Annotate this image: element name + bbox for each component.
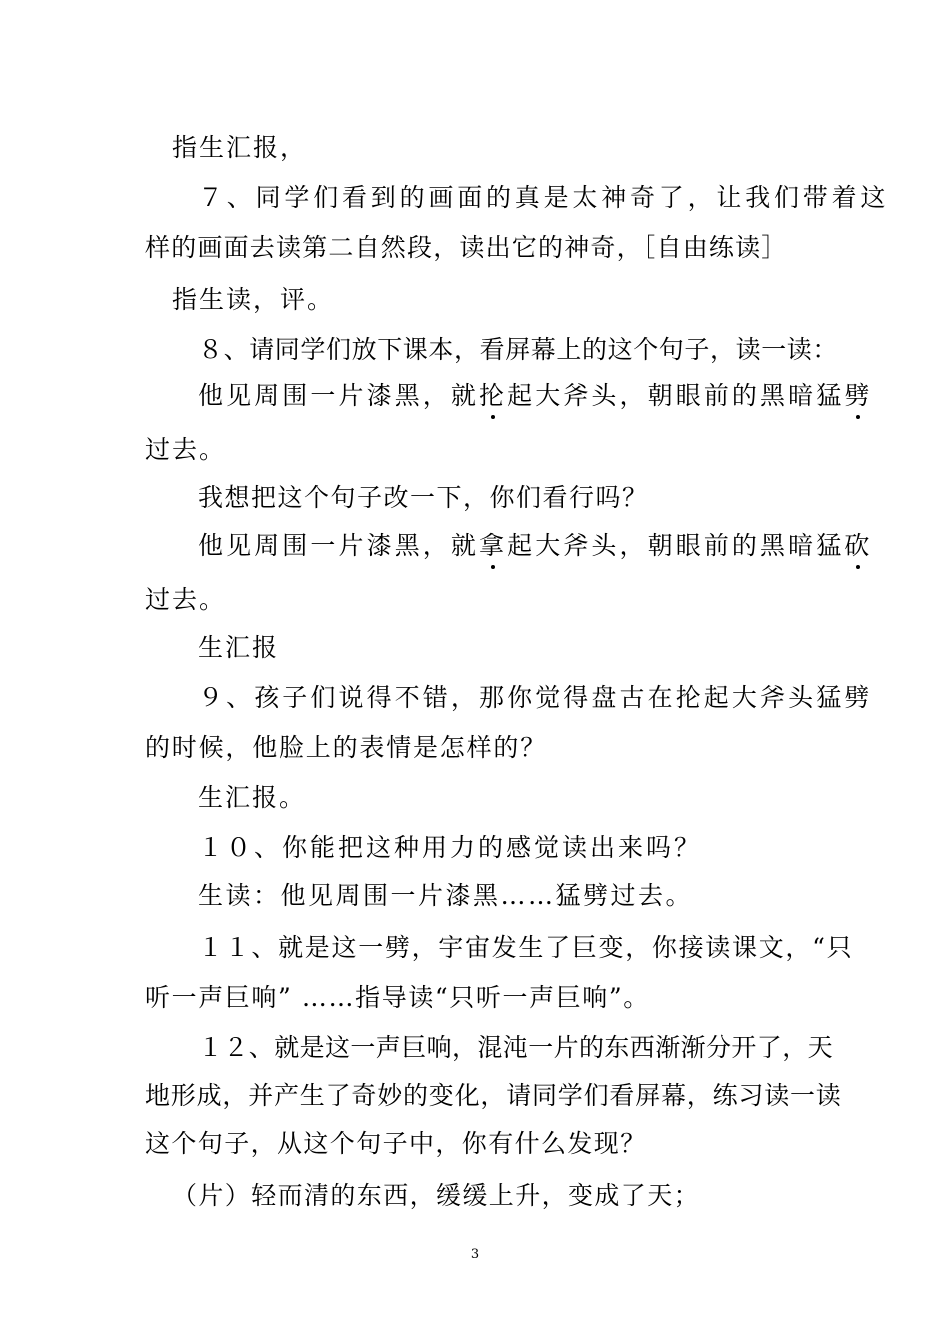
text-line-emphasis — [198, 380, 872, 412]
text-line: 生读：他见周围一片漆黑……猛劈过去。 — [198, 881, 694, 910]
page-number: 3 — [470, 1247, 480, 1262]
text-line: 样的画面去读第二自然段，读出它的神奇，［自由练读］ — [145, 233, 788, 262]
text-segment: 他见周围一片漆黑，就 — [198, 381, 480, 410]
text-line: ９、孩子们说得不错，那你觉得盘古在抡起大斧头猛劈 — [198, 683, 873, 712]
text-line: １０、你能把这种用力的感觉读出来吗？ — [198, 833, 703, 862]
text-line: 生汇报 — [198, 633, 280, 662]
text-line: 指生汇报， — [172, 133, 308, 162]
text-segment: 起大斧头，朝眼前的黑暗猛 — [507, 381, 845, 410]
text-segment: 起大斧头，朝眼前的黑暗猛 — [507, 531, 845, 560]
text-line: 这个句子，从这个句子中，你有什么发现？ — [145, 1129, 647, 1158]
text-line: 指生读，评。 — [172, 285, 335, 314]
emphasized-char: 劈 — [844, 381, 873, 410]
text-line: 过去。 — [145, 585, 227, 614]
text-line-emphasis — [198, 530, 872, 562]
text-line: 过去。 — [145, 435, 227, 464]
text-line: 我想把这个句子改一下，你们看行吗？ — [198, 483, 649, 512]
text-line: 生汇报。 — [198, 783, 307, 812]
text-line: ７、同学们看到的画面的真是太神奇了，让我们带着这 — [198, 183, 890, 212]
text-line: １２、就是这一声巨响，混沌一片的东西渐渐分开了，天 — [198, 1033, 834, 1062]
text-line: 的时候，他脸上的表情是怎样的？ — [145, 733, 548, 762]
text-line: （片）轻而清的东西，缓缓上升，变成了天； — [172, 1181, 701, 1210]
text-line: 地形成，并产生了奇妙的变化，请同学们看屏幕，练习读一读 — [145, 1081, 842, 1110]
emphasized-char: 抡 — [479, 381, 508, 410]
text-line: １１、就是这一劈，宇宙发生了巨变，你接读课文，“只 — [198, 933, 854, 962]
text-line: ８、请同学们放下课本，看屏幕上的这个句子，读一读： — [198, 335, 839, 364]
text-segment: 他见周围一片漆黑，就 — [198, 531, 480, 560]
emphasized-char: 拿 — [479, 531, 508, 560]
text-line: 听一声巨响” ……指导读“只听一声巨响”。 — [145, 983, 650, 1012]
emphasized-char: 砍 — [844, 531, 873, 560]
